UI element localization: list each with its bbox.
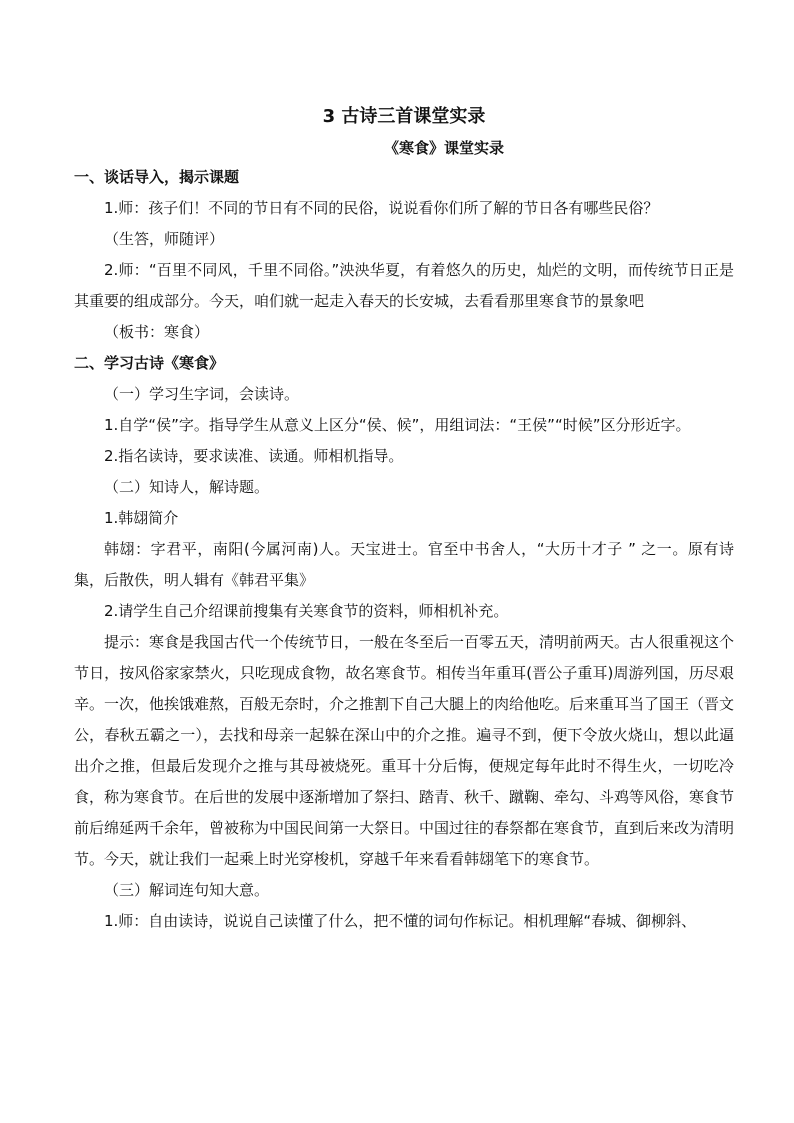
paragraph: 2.师：“百里不同风，千里不同俗。”泱泱华夏，有着悠久的历史，灿烂的文明，而传统节日正是其重要的组成部分。今天，咱们就一起走入春天的长安城，去看看那里寒食节的景象吧: [74, 261, 734, 310]
paragraph: （一）学习生字词，会读诗。: [104, 385, 300, 403]
paragraph: 2.指名读诗，要求读准、读通。师相机指导。: [104, 447, 404, 465]
paragraph: （板书：寒食）: [104, 323, 210, 341]
paragraph: 1.师：孩子们！不同的节日有不同的民俗，说说看你们所了解的节日各有哪些民俗？: [104, 199, 659, 217]
paragraph: 1.韩翃简介: [104, 509, 179, 527]
paragraph: 韩翃：字君平，南阳(今属河南)人。天宝进士。官至中书舍人，“大历十才子 ” 之一。原有诗集，后散佚，明人辑有《韩君平集》: [74, 540, 734, 589]
section-heading-1: 一、谈话导入，揭示课题: [74, 168, 240, 186]
page-title: 3 古诗三首课堂实录: [322, 106, 486, 127]
page-subtitle: 《寒食》课堂实录: [383, 139, 504, 157]
section-heading-2: 二、学习古诗《寒食》: [74, 354, 225, 372]
paragraph: （二）知诗人，解诗题。: [104, 478, 270, 496]
paragraph: 2.请学生自己介绍课前搜集有关寒食节的资料，师相机补充。: [104, 602, 509, 620]
paragraph: （三）解词连句知大意。: [104, 881, 270, 899]
paragraph: 1.自学“侯”字。指导学生从意义上区分“侯、候”，用组词法：“王侯”“时候”区分形近字。: [104, 416, 691, 434]
document-body: [74, 102, 734, 937]
paragraph: （生答，师随评）: [104, 230, 225, 248]
paragraph: 提示：寒食是我国古代一个传统节日，一般在冬至后一百零五天，清明前两天。古人很重视这个节日，按风俗家家禁火，只吃现成食物，故名寒食节。相传当年重耳(晋公子重耳)周游列国，历尽艰辛。一次，他挨饿难熬，百般无奈时，介之推割下自己大腿上的肉给他吃。后来重耳当了国王（晋文公，春秋五霸之一），去找和母亲一起躲在深山中的介之推。遍寻不到，便下令放火烧山，想以此逼出介之推，但最后发现介之推与其母被烧死。重耳十分后悔，便规定每年此时不得生火，一切吃冷食，称为寒食节。在后世的发展中逐渐增加了祭扫、踏青、秋千、蹴鞠、牵勾、斗鸡等风俗，寒食节前后绵延两千余年，曾被称为中国民间第一大祭日。中国过往的春祭都在寒食节，直到后来改为清明节。今天，就让我们一起乘上时光穿梭机，穿越千年来看看韩翃笔下的寒食节。: [74, 633, 735, 868]
paragraph: 1.师：自由读诗，说说自己读懂了什么，把不懂的词句作标记。相机理解“春城、御柳斜、: [104, 912, 697, 930]
